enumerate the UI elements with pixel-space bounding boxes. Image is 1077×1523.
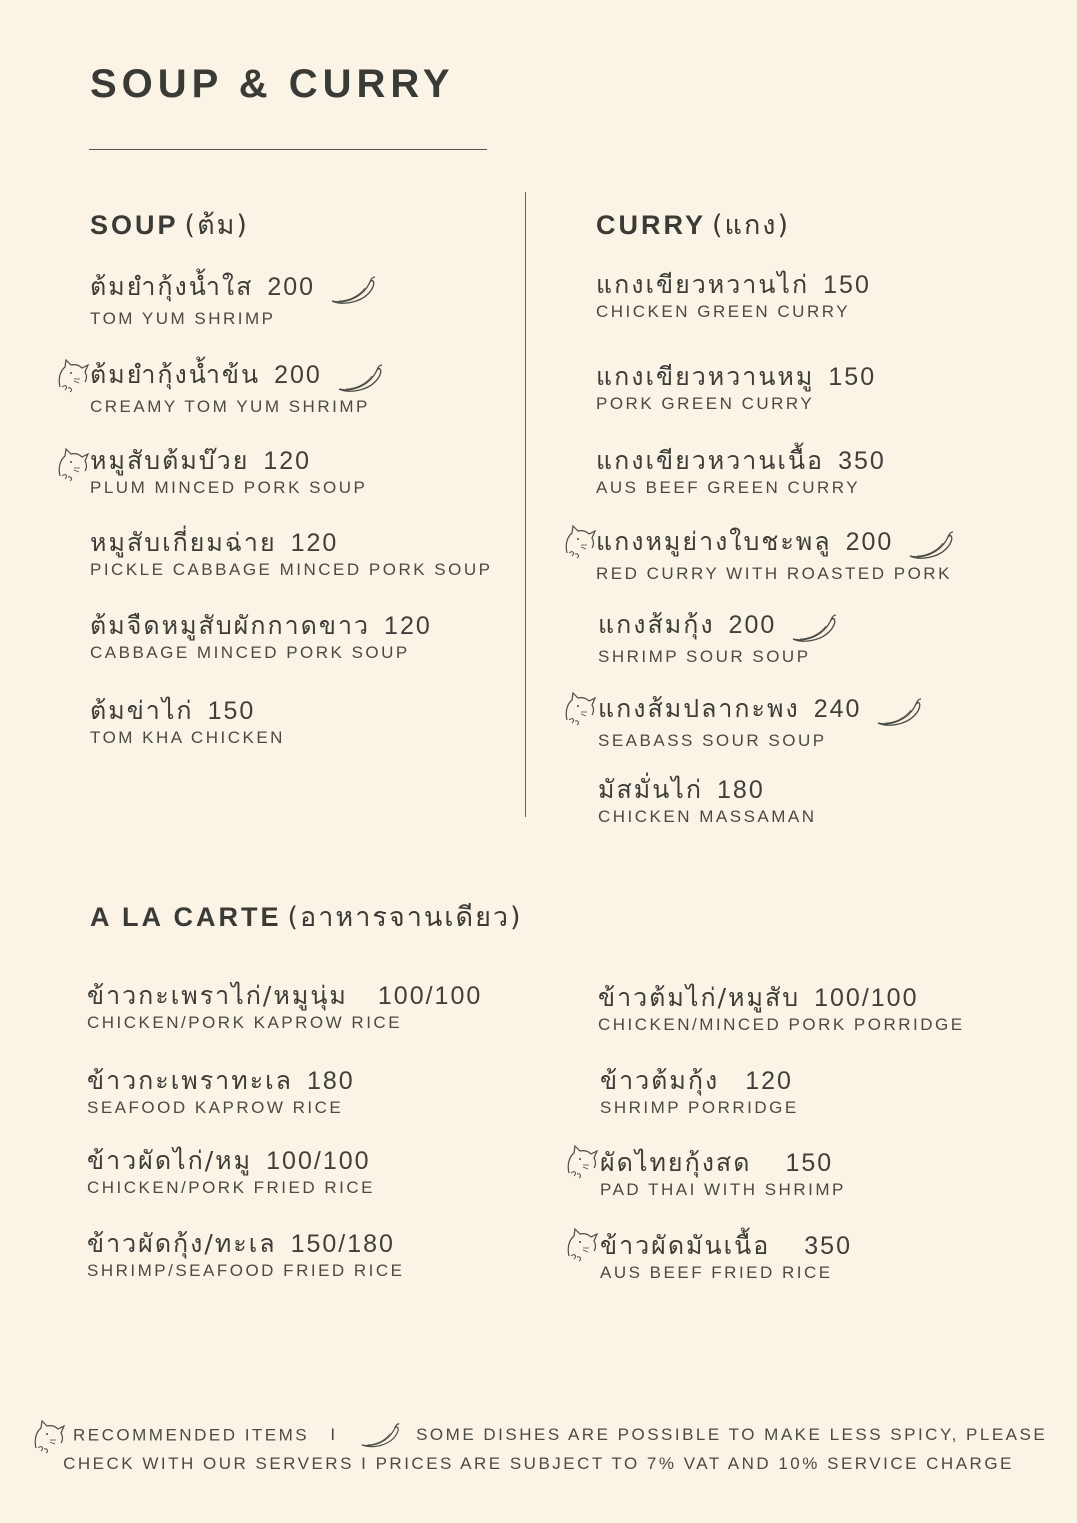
cat-icon xyxy=(563,1143,599,1179)
menu-item xyxy=(90,446,367,500)
item-price: 100/100 xyxy=(266,1147,371,1175)
cat-icon xyxy=(54,357,90,393)
item-english-name: PAD THAI WITH SHRIMP xyxy=(600,1180,846,1199)
footer-legend-line1 xyxy=(0,1418,1077,1454)
menu-item xyxy=(90,528,492,582)
soup-heading-th: (ต้ม) xyxy=(184,210,249,241)
item-english-name: SHRIMP/SEAFOOD FRIED RICE xyxy=(87,1261,405,1280)
item-thai-name: แกงเขียวหวานหมู xyxy=(596,362,815,391)
menu-item xyxy=(87,1229,405,1283)
item-english-name: CHICKEN/MINCED PORK PORRIDGE xyxy=(598,1015,965,1034)
menu-item xyxy=(87,981,482,1035)
item-english-name: RED CURRY WITH ROASTED PORK xyxy=(596,563,952,583)
item-price: 100/100 xyxy=(377,982,483,1010)
item-thai-name: ข้าวกะเพราทะเล xyxy=(87,1066,293,1095)
soup-heading xyxy=(90,203,249,246)
item-english-name: CHICKEN GREEN CURRY xyxy=(596,302,851,321)
menu-item xyxy=(596,270,871,324)
a-la-carte-heading-en: A LA CARTE xyxy=(90,902,282,932)
item-english-name: AUS BEEF GREEN CURRY xyxy=(596,478,861,497)
item-price: 120 xyxy=(263,447,312,475)
menu-item xyxy=(596,527,955,586)
item-price: 200 xyxy=(728,611,777,639)
item-price: 150 xyxy=(828,363,877,391)
item-thai-name: หมูสับต้มบ๊วย xyxy=(90,446,250,475)
item-price: 200 xyxy=(274,361,322,389)
title-divider xyxy=(89,149,487,150)
footer-legend-line2: CHECK WITH OUR SERVERS I PRICES ARE SUBJECT TO 7% VAT AND 10% SERVICE CHARGE xyxy=(63,1454,1014,1473)
item-english-name: SHRIMP SOUR SOUP xyxy=(598,646,811,666)
item-price: 180 xyxy=(717,776,765,804)
curry-heading-th: (แกง) xyxy=(712,210,791,241)
menu-item xyxy=(598,694,923,753)
menu-item xyxy=(600,1066,799,1120)
menu-item xyxy=(87,1066,355,1120)
curry-heading xyxy=(596,203,790,246)
item-price: 150/180 xyxy=(290,1230,395,1258)
item-price: 120 xyxy=(290,529,339,557)
item-price: 100/100 xyxy=(814,984,919,1012)
item-price: 120 xyxy=(384,612,432,640)
cat-icon xyxy=(54,446,90,482)
menu-item xyxy=(598,610,838,669)
item-thai-name: แกงเขียวหวานไก่ xyxy=(596,270,810,299)
soup-heading-en: SOUP xyxy=(90,210,179,240)
footer-recommended-label: RECOMMENDED ITEMS xyxy=(73,1425,310,1445)
item-english-name: TOM YUM SHRIMP xyxy=(90,308,276,328)
item-thai-name: ต้มยำกุ้งน้ำใส xyxy=(90,272,254,301)
item-price: 240 xyxy=(813,695,862,723)
item-price: 150 xyxy=(207,697,256,725)
item-thai-name: ข้าวผัดกุ้ง/ทะเล xyxy=(87,1229,277,1258)
item-thai-name: ข้าวกะเพราไก่/หมูนุ่ม xyxy=(87,981,348,1010)
cat-icon xyxy=(30,1418,66,1454)
item-price: 200 xyxy=(267,273,316,301)
menu-item xyxy=(90,272,377,331)
item-thai-name: ข้าวต้มกุ้ง xyxy=(600,1066,720,1095)
menu-item xyxy=(90,696,285,750)
item-thai-name: แกงส้มปลากะพง xyxy=(598,694,800,723)
item-thai-name: ผัดไทยกุ้งสด xyxy=(600,1148,752,1177)
item-price: 350 xyxy=(804,1232,852,1260)
chili-icon xyxy=(907,530,955,562)
cat-icon xyxy=(563,1226,599,1262)
item-price: 150 xyxy=(785,1149,834,1177)
item-price: 120 xyxy=(745,1067,793,1095)
menu-item xyxy=(596,362,876,416)
item-english-name: CABBAGE MINCED PORK SOUP xyxy=(90,643,410,662)
footer-separator: I xyxy=(330,1425,338,1445)
chili-icon xyxy=(359,1422,401,1450)
item-english-name: AUS BEEF FRIED RICE xyxy=(600,1263,833,1282)
chili-icon xyxy=(875,697,923,729)
item-english-name: CHICKEN/PORK FRIED RICE xyxy=(87,1178,375,1197)
item-thai-name: แกงส้มกุ้ง xyxy=(598,610,715,639)
chili-icon xyxy=(790,613,838,645)
page-title: SOUP & CURRY xyxy=(90,62,455,106)
item-english-name: PORK GREEN CURRY xyxy=(596,394,815,413)
item-english-name: SEAFOOD KAPROW RICE xyxy=(87,1098,344,1117)
menu-item xyxy=(90,360,384,419)
item-thai-name: ต้มยำกุ้งน้ำข้น xyxy=(90,360,261,389)
menu-item xyxy=(600,1231,852,1285)
menu-item xyxy=(598,775,817,829)
item-price: 350 xyxy=(838,447,886,475)
item-english-name: CHICKEN/PORK KAPROW RICE xyxy=(87,1013,403,1032)
a-la-carte-heading xyxy=(90,895,523,938)
item-english-name: CREAMY TOM YUM SHRIMP xyxy=(90,396,370,416)
item-english-name: PLUM MINCED PORK SOUP xyxy=(90,478,368,497)
item-english-name: SHRIMP PORRIDGE xyxy=(600,1098,799,1117)
menu-item xyxy=(90,611,432,665)
item-thai-name: มัสมั่นไก่ xyxy=(598,775,704,804)
item-english-name: TOM KHA CHICKEN xyxy=(90,728,285,747)
item-thai-name: ต้มจืดหมูสับผักกาดขาว xyxy=(90,611,371,640)
item-price: 200 xyxy=(845,528,894,556)
menu-item xyxy=(598,983,965,1037)
a-la-carte-heading-th: (อาหารจานเดียว) xyxy=(287,902,523,933)
item-thai-name: ต้มข่าไก่ xyxy=(90,696,194,725)
menu-item xyxy=(87,1146,375,1200)
chili-icon xyxy=(336,363,384,395)
chili-icon xyxy=(329,275,377,307)
item-english-name: SEABASS SOUR SOUP xyxy=(598,730,827,750)
item-thai-name: แกงเขียวหวานเนื้อ xyxy=(596,446,825,475)
item-price: 150 xyxy=(823,271,871,299)
item-thai-name: ข้าวผัดมันเนื้อ xyxy=(600,1231,771,1260)
menu-item xyxy=(596,446,886,500)
menu-item xyxy=(600,1148,846,1202)
item-price: 180 xyxy=(307,1067,355,1095)
item-thai-name: แกงหมูย่างใบชะพลู xyxy=(596,527,832,556)
item-english-name: CHICKEN MASSAMAN xyxy=(598,807,817,826)
item-english-name: PICKLE CABBAGE MINCED PORK SOUP xyxy=(90,560,493,579)
footer-spicy-note: SOME DISHES ARE POSSIBLE TO MAKE LESS SPICY, PLEASE xyxy=(416,1425,1048,1445)
column-divider xyxy=(525,192,526,817)
item-thai-name: ข้าวผัดไก่/หมู xyxy=(87,1146,253,1175)
item-thai-name: ข้าวต้มไก่/หมูสับ xyxy=(598,983,801,1012)
cat-icon xyxy=(561,690,597,726)
curry-heading-en: CURRY xyxy=(596,210,707,240)
item-thai-name: หมูสับเกี่ยมฉ่าย xyxy=(90,528,277,557)
cat-icon xyxy=(561,523,597,559)
